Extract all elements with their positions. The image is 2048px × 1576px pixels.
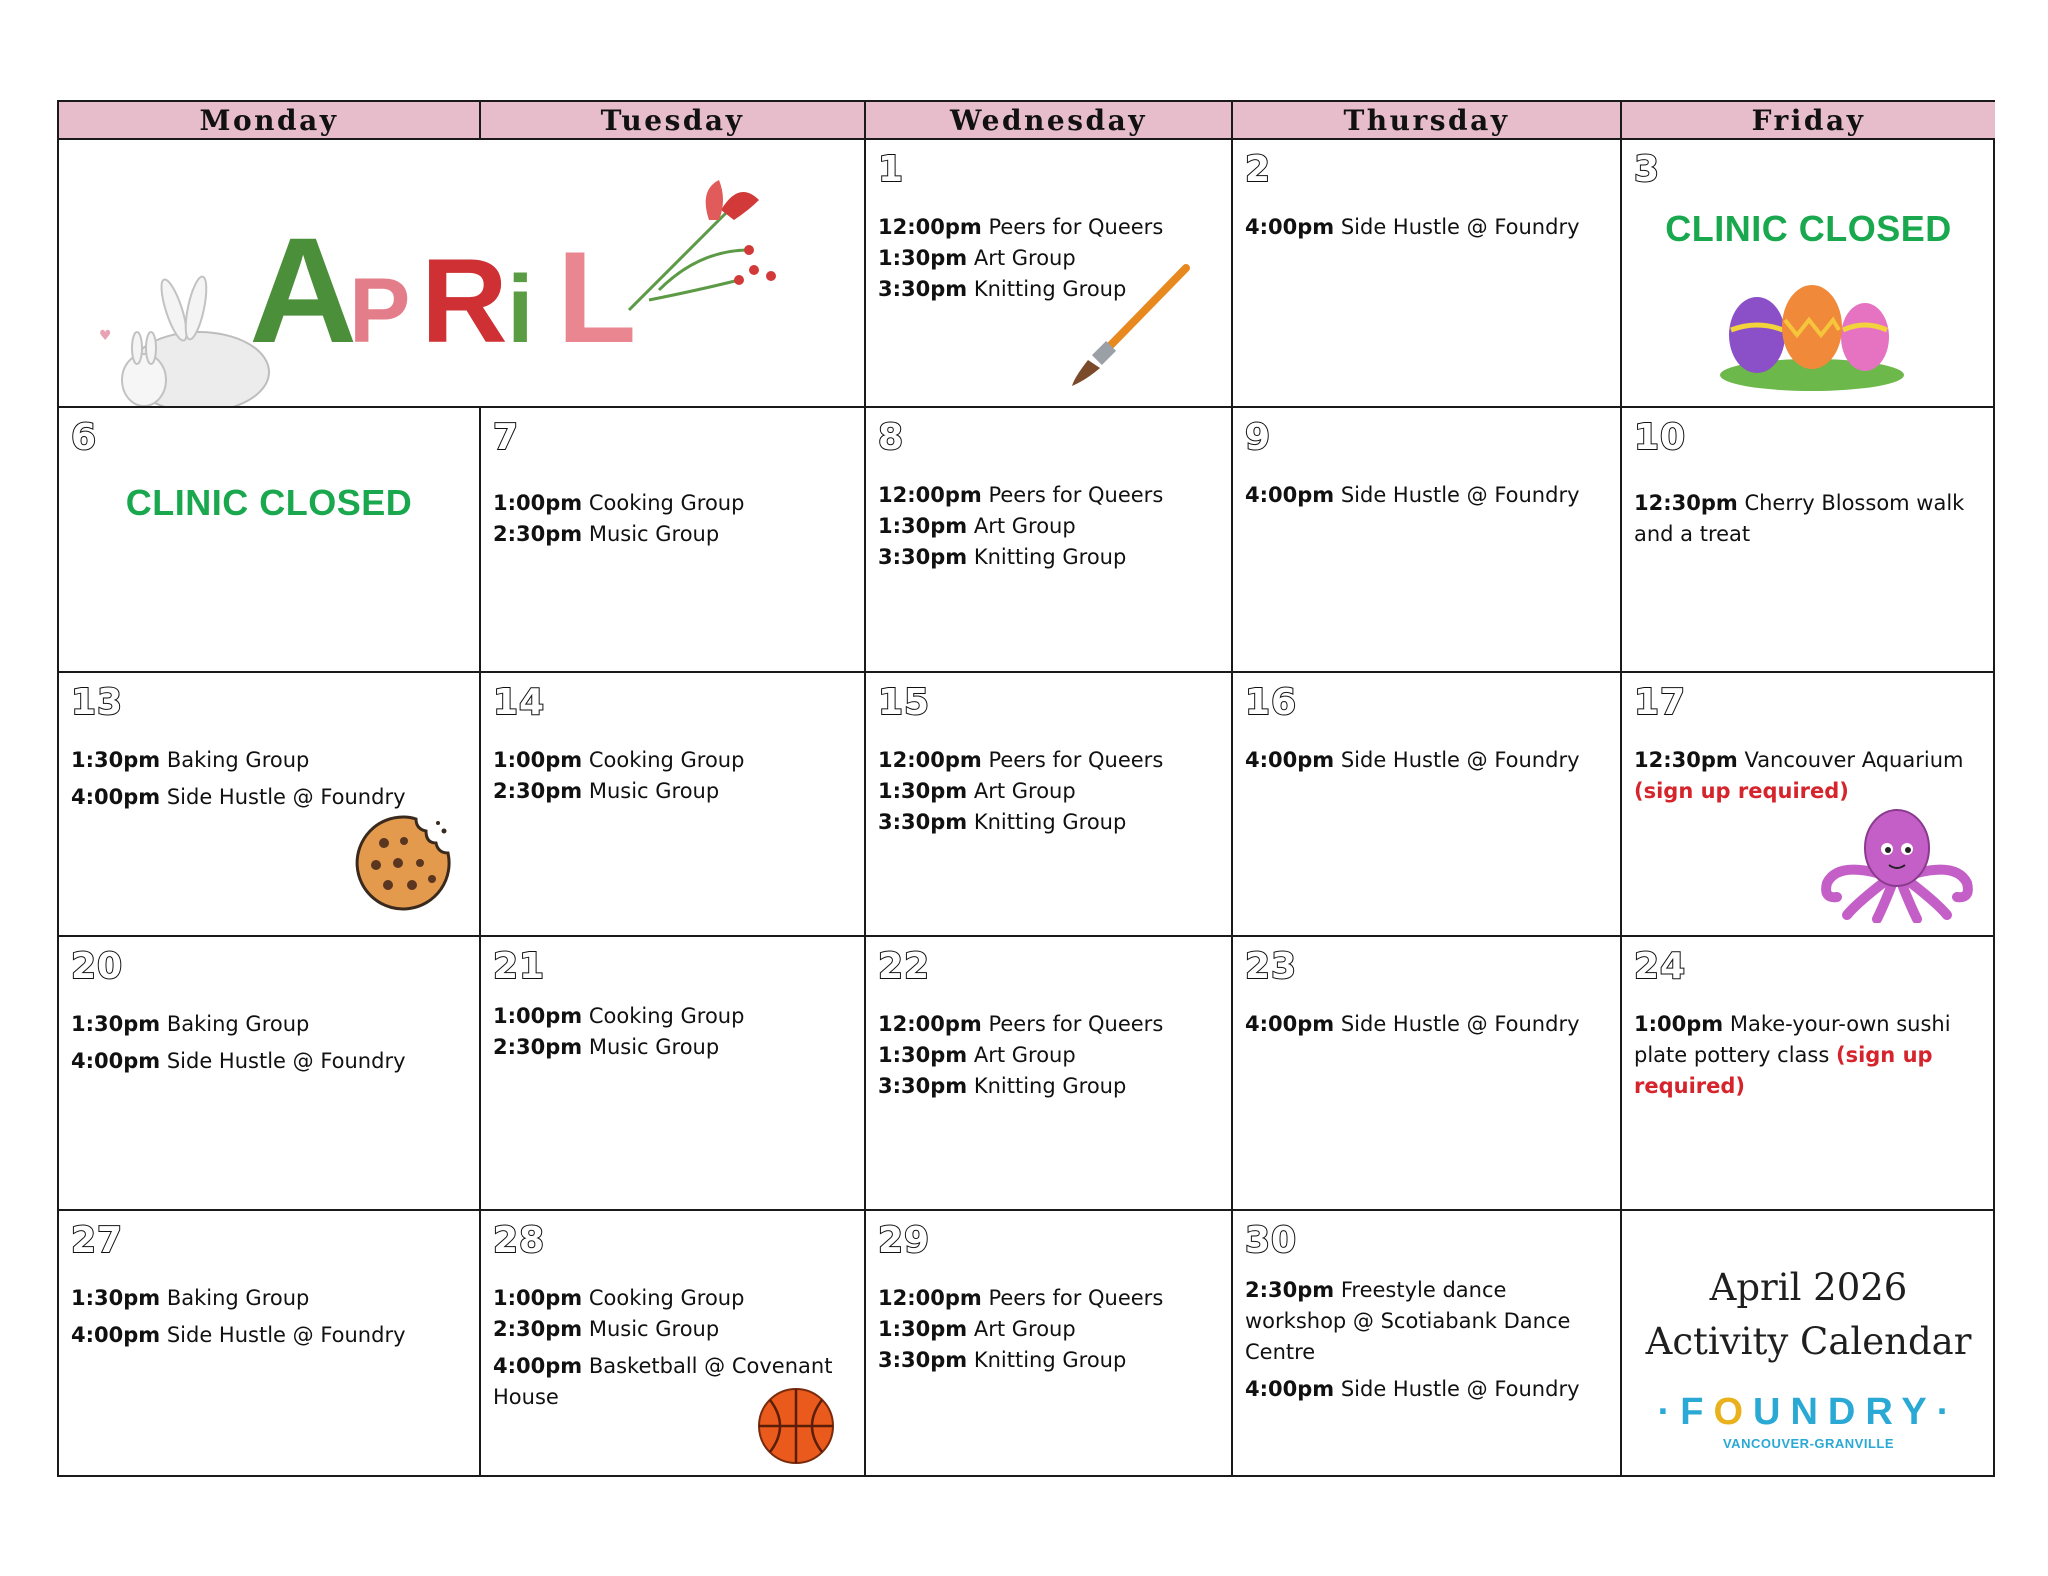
calendar-title-box xyxy=(1622,1211,1995,1477)
day-cell-9 xyxy=(1233,408,1622,673)
svg-text:P: P xyxy=(349,260,411,362)
day-cell-30 xyxy=(1233,1211,1622,1477)
event: 2:30pm Music Group xyxy=(493,1317,720,1341)
event: 2:30pm Music Group xyxy=(493,1035,720,1059)
clinic-closed-label: CLINIC CLOSED xyxy=(1665,208,1952,249)
day-number: 24 xyxy=(1634,946,1687,987)
header-monday: Monday xyxy=(59,102,481,140)
foundry-logo-subtitle: VANCOUVER-GRANVILLE xyxy=(1722,1436,1895,1451)
event: 1:30pm Art Group xyxy=(878,246,1076,270)
event: 4:00pm Side Hustle @ Foundry xyxy=(1245,483,1580,507)
event: 3:30pm Knitting Group xyxy=(878,545,1127,569)
svg-text:i: i xyxy=(507,256,534,363)
day-cell-16 xyxy=(1233,673,1622,937)
day-cell-6 xyxy=(59,408,481,673)
day-cell-20 xyxy=(59,937,481,1211)
april-banner xyxy=(59,140,866,408)
event: 1:30pm Baking Group xyxy=(71,1286,310,1310)
day-number: 14 xyxy=(493,682,546,723)
april-banner-art xyxy=(59,140,865,408)
event: 3:30pm Knitting Group xyxy=(878,277,1127,301)
flower-branch-icon xyxy=(629,180,776,310)
day-cell-13 xyxy=(59,673,481,937)
event: 4:00pm Basketball @ Covenant House xyxy=(493,1354,833,1409)
day-number: 30 xyxy=(1245,1220,1298,1261)
paintbrush-icon xyxy=(1066,260,1196,390)
event: 12:00pm Peers for Queers xyxy=(878,215,1164,239)
day-number: 13 xyxy=(71,682,124,723)
svg-text:♥: ♥ xyxy=(99,328,112,344)
octopus-icon xyxy=(1817,803,1977,923)
event: 1:00pm Cooking Group xyxy=(493,1286,745,1310)
day-cell-29 xyxy=(866,1211,1233,1477)
event: 2:30pm Freestyle dance workshop @ Scotiabank Dance Centre xyxy=(1245,1278,1571,1364)
day-cell-1 xyxy=(866,140,1233,408)
event: 4:00pm Side Hustle @ Foundry xyxy=(1245,215,1580,239)
event: 12:00pm Peers for Queers xyxy=(878,1012,1164,1036)
day-number: 16 xyxy=(1245,682,1298,723)
day-cell-8 xyxy=(866,408,1233,673)
event: 4:00pm Side Hustle @ Foundry xyxy=(1245,1377,1580,1401)
day-cell-24 xyxy=(1622,937,1995,1211)
header-tuesday: Tuesday xyxy=(481,102,866,140)
event: 4:00pm Side Hustle @ Foundry xyxy=(71,1323,406,1347)
basketball-icon xyxy=(756,1386,836,1466)
header-thursday: Thursday xyxy=(1233,102,1622,140)
day-number: 10 xyxy=(1634,417,1687,458)
svg-text:R: R xyxy=(421,234,508,368)
event: 4:00pm Side Hustle @ Foundry xyxy=(1245,1012,1580,1036)
event: 12:00pm Peers for Queers xyxy=(878,748,1164,772)
event: 3:30pm Knitting Group xyxy=(878,810,1127,834)
event: 1:30pm Art Group xyxy=(878,514,1076,538)
day-number: 6 xyxy=(71,417,98,458)
event: 1:00pm Cooking Group xyxy=(493,491,745,515)
day-number: 1 xyxy=(878,149,905,190)
day-cell-22 xyxy=(866,937,1233,1211)
day-number: 22 xyxy=(878,946,931,987)
day-number: 28 xyxy=(493,1220,546,1261)
calendar-title-line1: April 2026 xyxy=(1709,1266,1908,1309)
event: 12:00pm Peers for Queers xyxy=(878,1286,1164,1310)
foundry-logo: ·FOUNDRY· xyxy=(1657,1391,1960,1433)
event: 4:00pm Side Hustle @ Foundry xyxy=(71,785,406,809)
event: 1:30pm Baking Group xyxy=(71,748,310,772)
event: 3:30pm Knitting Group xyxy=(878,1348,1127,1372)
event: 4:00pm Side Hustle @ Foundry xyxy=(71,1049,406,1073)
day-cell-2 xyxy=(1233,140,1622,408)
day-number: 15 xyxy=(878,682,931,723)
easter-eggs-icon xyxy=(1717,275,1907,395)
event: 2:30pm Music Group xyxy=(493,779,720,803)
day-cell-27 xyxy=(59,1211,481,1477)
day-number: 8 xyxy=(878,417,905,458)
day-number: 20 xyxy=(71,946,124,987)
event: 2:30pm Music Group xyxy=(493,522,720,546)
header-friday: Friday xyxy=(1622,102,1995,140)
day-number: 2 xyxy=(1245,149,1272,190)
calendar-title-line2: Activity Calendar xyxy=(1645,1320,1972,1363)
day-cell-15 xyxy=(866,673,1233,937)
day-cell-14 xyxy=(481,673,866,937)
svg-text:A: A xyxy=(249,206,358,374)
day-number: 7 xyxy=(493,417,520,458)
header-wednesday: Wednesday xyxy=(866,102,1233,140)
day-number: 27 xyxy=(71,1220,124,1261)
day-cell-23 xyxy=(1233,937,1622,1211)
day-number: 3 xyxy=(1634,149,1661,190)
signup-note: (sign up required) xyxy=(1634,779,1849,803)
signup-note: (sign up required) xyxy=(1634,1043,1933,1098)
event: 1:30pm Art Group xyxy=(878,1043,1076,1067)
day-number: 23 xyxy=(1245,946,1298,987)
clinic-closed-label: CLINIC CLOSED xyxy=(125,482,413,523)
event: 12:00pm Peers for Queers xyxy=(878,483,1164,507)
event: 4:00pm Side Hustle @ Foundry xyxy=(1245,748,1580,772)
svg-text:L: L xyxy=(557,224,637,370)
day-number: 17 xyxy=(1634,682,1687,723)
day-number: 21 xyxy=(493,946,546,987)
event: 1:00pm Make-your-own sushi plate pottery class (sign up required) xyxy=(1634,1012,1951,1098)
event: 1:30pm Art Group xyxy=(878,779,1076,803)
day-number: 29 xyxy=(878,1220,931,1261)
day-cell-17 xyxy=(1622,673,1995,937)
event: 1:30pm Baking Group xyxy=(71,1012,310,1036)
event: 1:00pm Cooking Group xyxy=(493,748,745,772)
event: 12:30pm Vancouver Aquarium (sign up required) xyxy=(1634,748,1964,803)
day-cell-28 xyxy=(481,1211,866,1477)
day-cell-21 xyxy=(481,937,866,1211)
cookie-icon xyxy=(354,813,454,913)
bunny-icon xyxy=(99,275,269,408)
day-cell-7 xyxy=(481,408,866,673)
event: 1:00pm Cooking Group xyxy=(493,1004,745,1028)
day-number: 9 xyxy=(1245,417,1272,458)
day-cell-3 xyxy=(1622,140,1995,408)
calendar-grid xyxy=(57,100,1995,1477)
event: 12:30pm Cherry Blossom walk and a treat xyxy=(1634,491,1965,546)
day-cell-10 xyxy=(1622,408,1995,673)
event: 1:30pm Art Group xyxy=(878,1317,1076,1341)
event: 3:30pm Knitting Group xyxy=(878,1074,1127,1098)
